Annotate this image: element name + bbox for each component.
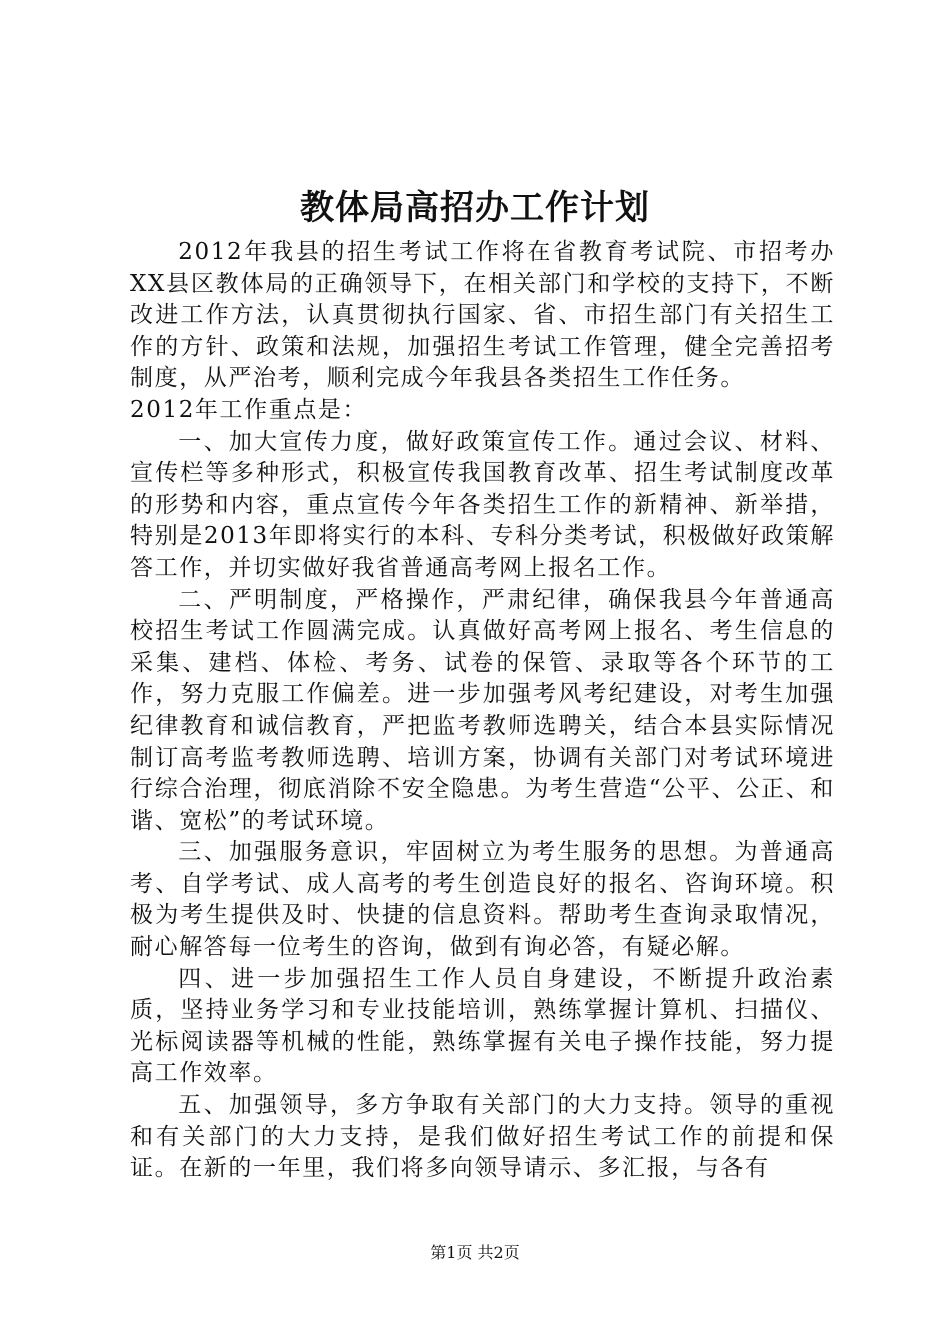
document-body bbox=[130, 237, 835, 1185]
paragraph-section-4: 四、进一步加强招生工作人员自身建设，不断提升政治素质，坚持业务学习和专业技能培训，熟练掌握计算机、扫描仪、光标阅读器等机械的性能，熟练掌握有关电子操作技能，努力提高工作效率。 bbox=[130, 965, 835, 1087]
paragraph-intro: 2012年我县的招生考试工作将在省教育考试院、市招考办XX县区教体局的正确领导下，在相关部门和学校的支持下，不断改进工作方法，认真贯彻执行国家、省、市招生部门有关招生工作的方针、政策和法规，加强招生考试工作管理，健全完善招考制度，从严治考，顺利完成今年我县各类招生工作任务。 bbox=[130, 239, 835, 392]
paragraph-section-3: 三、加强服务意识，牢固树立为考生服务的思想。为普通高考、自学考试、成人高考的考生创造良好的报名、咨询环境。积极为考生提供及时、快捷的信息资料。帮助考生查询录取情况，耐心解答每一位考生的咨询，做到有询必答，有疑必解。 bbox=[130, 839, 835, 961]
document-title: 教体局高招办工作计划 bbox=[300, 188, 650, 228]
paragraph-section-5: 五、加强领导，多方争取有关部门的大力支持。领导的重视和有关部门的大力支持，是我们做好招生考试工作的前提和保证。在新的一年里，我们将多向领导请示、多汇报，与各有 bbox=[130, 1092, 835, 1182]
paragraph-section-2: 二、严明制度，严格操作，严肃纪律，确保我县今年普通高校招生考试工作圆满完成。认真做好高考网上报名、考生信息的采集、建档、体检、考务、试卷的保管、录取等各个环节的工作，努力克服工作偏差。进一步加强考风考纪建设，对考生加强纪律教育和诚信教育，严把监考教师选聘关，结合本县实际情况制订高考监考教师选聘、培训方案，协调有关部门对考试环境进行综合治理，彻底消除不安全隐患。为考生营造“公平、公正、和谐、宽松”的考试环境。 bbox=[130, 586, 835, 834]
paragraph-key-points-heading: 2012年工作重点是： bbox=[130, 396, 368, 423]
page-number-footer: 第1页 共2页 bbox=[430, 1243, 520, 1262]
paragraph-section-1: 一、加大宣传力度，做好政策宣传工作。通过会议、材料、宣传栏等多种形式，积极宣传我国教育改革、招生考试制度改革的形势和内容，重点宣传今年各类招生工作的新精神、新举措，特别是2013年即将实行的本科、专科分类考试，积极做好政策解答工作，并切实做好我省普通高考网上报名工作。 bbox=[130, 428, 835, 581]
